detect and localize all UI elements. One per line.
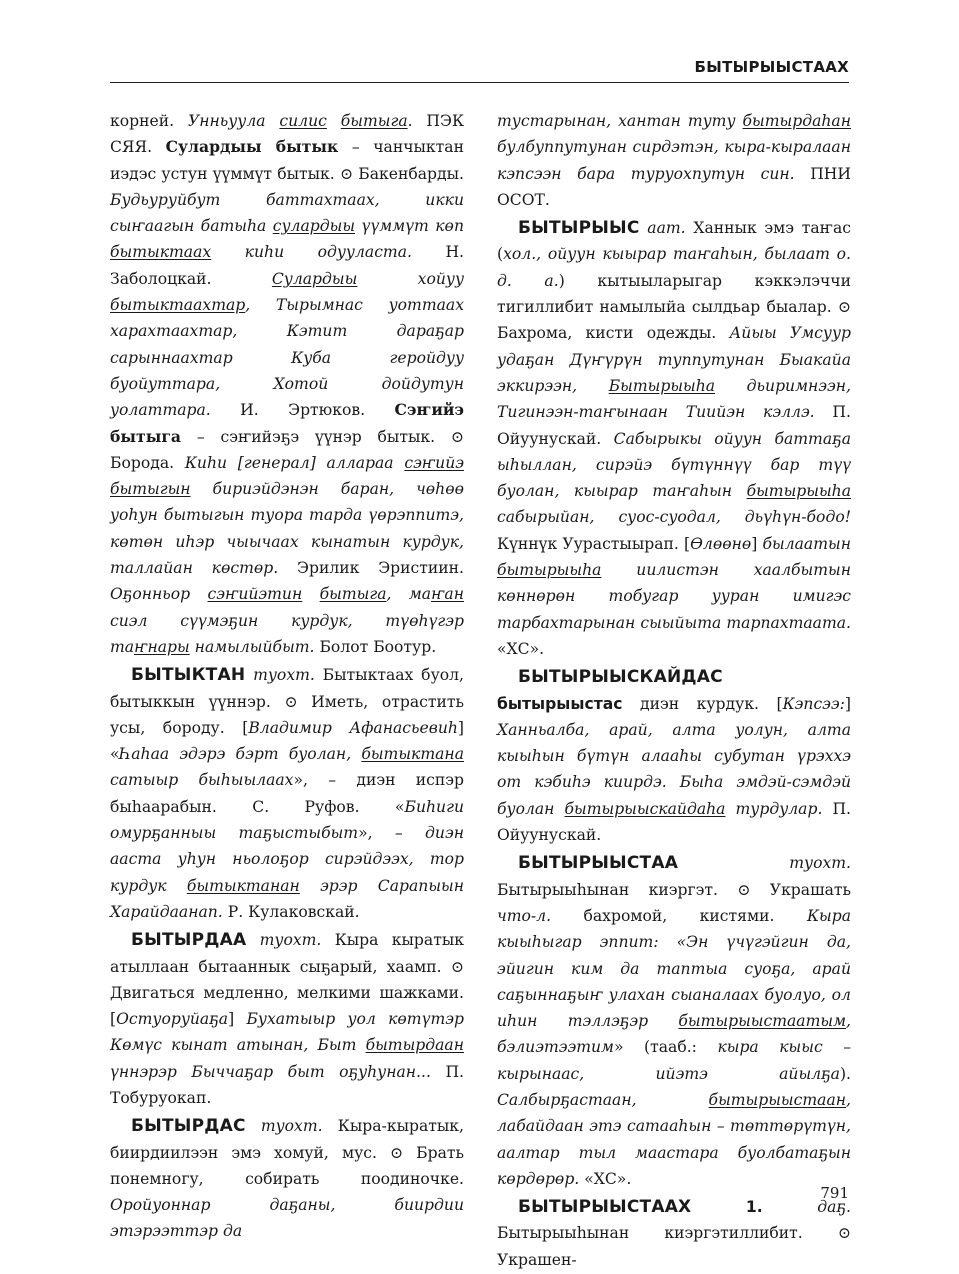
- headword: БЫТЫРЫЫСКАЙДАС: [518, 667, 723, 688]
- example-term: бытыктанан: [186, 876, 300, 895]
- example-text: сиэл сүүмэҕин курдук, түөһүгэр та: [110, 611, 464, 656]
- dictionary-entry-bytyryystaa: [497, 850, 851, 1192]
- example-text: аат.: [639, 219, 686, 238]
- example-text: сатыыр быһыылаах: [110, 771, 294, 790]
- definition-text: ]: [228, 1010, 247, 1029]
- example-text: киһи одууласта.: [211, 243, 412, 262]
- dictionary-entry-bytyryyskaidas: [497, 664, 851, 848]
- example-text: Айыы Умсуур удаҕан Дүҥүрүн туппутунан Быакайа эккирээн,: [497, 324, 851, 395]
- example-text: эрэр Сарапыын Харайдаанап.: [110, 876, 464, 921]
- definition-text: Кыра кыратык атыллаан бытааннык сыҕарый, хаамп. ⊙ Двигаться медленно, мелкими шажками. [: [110, 931, 464, 1029]
- example-text: хойуу: [357, 269, 464, 288]
- example-text: Киһи [генерал] алларaa: [184, 453, 405, 472]
- definition-text: «ХС».: [579, 1169, 632, 1188]
- example-term: бытыга: [340, 112, 408, 130]
- dictionary-entry-bytyrdas: [110, 1113, 464, 1244]
- headword: БЫТЫРДАС: [131, 1116, 246, 1137]
- definition-text: – чанчыктан иэдэс устун үүммүт бытык. ⊙ Бакенбарды.: [110, 138, 464, 183]
- dictionary-entry-bytyryystaah: [497, 1194, 851, 1273]
- definition-text: Болот Боотур.: [314, 637, 437, 656]
- example-term: бытырдаан: [365, 1036, 464, 1055]
- example-text: [302, 585, 319, 603]
- definition-text: . ПЭК СЯЯ.: [110, 112, 465, 157]
- example-text: тустарынан, хантан туту: [497, 112, 743, 130]
- definition-text: ] «: [110, 718, 464, 764]
- definition-text: Бытыктаах буол, бытыккын үүннэр. ⊙ Иметь, отрастить усы, бороду. [: [110, 666, 464, 737]
- example-text: туохт.: [245, 1117, 323, 1136]
- example-text: Өлөөнө: [690, 534, 752, 553]
- example-term: бытыктана: [361, 745, 464, 764]
- example-term: бытырыыһа: [497, 561, 602, 580]
- example-term: Сулардыы: [271, 269, 358, 288]
- example-term: ҥан: [431, 585, 464, 604]
- example-text: Остуоруйаҕа: [116, 1010, 229, 1029]
- example-term: сэҥийэтин: [207, 585, 303, 604]
- definition-text: ]: [844, 694, 851, 713]
- example-text: үүммүт көп: [355, 217, 464, 236]
- definition-text: «ХС».: [497, 639, 545, 658]
- example-text: былаатын: [762, 534, 851, 553]
- definition-text: Кыра-кыратык, биирдиилээн эмэ хомуй, мус. ⊙ Брать понемногу, собирать поодиночке.: [110, 1117, 464, 1188]
- example-text: турдулар.: [725, 799, 823, 818]
- example-text: даҕ.: [817, 1198, 851, 1217]
- example-term: Бытырыыһа: [608, 376, 716, 395]
- example-text: Һаһаа эдэрэ бэрт буолан,: [119, 745, 362, 764]
- headword: БЫТЫКТАН: [131, 665, 246, 686]
- definition-text: И. Эртюков.: [210, 401, 395, 420]
- page-header: [110, 56, 849, 83]
- example-text: , ма: [386, 585, 432, 604]
- example-term: бытырыыстаан: [708, 1090, 847, 1109]
- definition-text: Бытырыыһынан киэргэтиллибит. ⊙ Украшен-: [497, 1224, 851, 1269]
- example-text: Сабырыкы ойуун баттаҕа ыһыллан, сирэйэ бүтүннүү бар түү буолан, кыырар таҥаһын: [497, 429, 851, 501]
- example-text: Владимир Афанасьевиһ: [248, 718, 458, 737]
- dictionary-entry-bytyktan: [110, 662, 464, 925]
- definition-text: », –: [358, 824, 426, 843]
- example-text: бириэйдэнэн баран, чөһөө уоһун бытыгын туора тарда үөрэппитэ, көтөн иһэр чыычаах кынатын курдук, таллайан көстөр.: [110, 480, 464, 578]
- example-term: сэҥийэ бытыгын: [110, 453, 464, 499]
- definition-text: бахромой, кистями.: [551, 906, 807, 925]
- example-text: , бэлиэтээтим: [497, 1012, 851, 1057]
- cross-reference: 1.: [691, 1198, 818, 1217]
- example-term: силис: [279, 112, 327, 130]
- definition-text: ).: [839, 1064, 851, 1083]
- subentry-term: Сулардыы бытык: [165, 137, 339, 157]
- definition-text: Эрилик Эристиин.: [278, 559, 464, 578]
- headword: БЫТЫРЫЫС: [518, 218, 640, 239]
- definition-text: » (тааб.:: [613, 1038, 718, 1057]
- example-text: Оҕонньор: [110, 585, 208, 604]
- headword: БЫТЫРДАА: [131, 930, 247, 951]
- definition-text: корней.: [110, 112, 188, 130]
- example-text: дьиримнээн, Тигинээн-таҥынаан Тиийэн кэллэ.: [497, 376, 851, 422]
- running-head: БЫТЫРЫЫСТААХ: [694, 58, 849, 76]
- definition-text: П. Ойуунускай.: [497, 799, 852, 845]
- example-term: бытырдаһан: [742, 112, 851, 130]
- example-text: булбуппутунан сирдэтэн, кыра-кыралаан кэпсээн бара туруохпутун син.: [497, 138, 851, 183]
- example-text: Унньуула: [187, 112, 280, 130]
- example-text: Будьуруйбут баттахтаах, икки сыҥаагын батыһа: [110, 190, 464, 236]
- right-column: [497, 108, 851, 1273]
- headword: БЫТЫРЫЫСТАА: [518, 853, 679, 874]
- subentry-term: Сэҥийэ бытыга: [110, 400, 464, 446]
- definition-text: Ханнык эмэ таҥас (: [497, 219, 851, 264]
- example-term: сулардыы: [272, 217, 356, 236]
- left-column: [110, 108, 464, 1245]
- definition-text: Күннүк Уурастыырап. [: [497, 534, 691, 553]
- cross-reference: бытырыыстас: [497, 694, 623, 713]
- definition-text: П. Тобуруокап.: [110, 1062, 465, 1107]
- example-term: бытыга: [319, 585, 387, 604]
- dictionary-entry-bytyryys: [497, 215, 851, 662]
- example-text: хол., ойуун кыырар таҥаһын, былаат о. д. а.: [497, 245, 851, 290]
- example-text: что-л.: [497, 906, 552, 925]
- example-text: [327, 112, 341, 130]
- definition-text: ]: [751, 534, 763, 553]
- example-term: бытыктаах: [110, 243, 212, 262]
- example-text: сабырыйан, суос-суодал, дьүһүн-бодо!: [497, 508, 851, 527]
- example-text: диэн ааста уһун ньолоҕор сирэйдээх, тор курдук: [110, 824, 464, 895]
- definition-text: Р. Кулаковскай.: [222, 902, 360, 921]
- example-text: иилистэн хаалбытын көннөрөн тобугар ууран имигэс тарбахтарынан сыыйыта тарпахтаата.: [497, 561, 851, 632]
- example-text: Салбырҕастаан,: [497, 1090, 709, 1109]
- example-term: бытыктаахтар: [110, 296, 246, 315]
- headword: БЫТЫРЫЫСТААХ: [518, 1197, 692, 1218]
- dictionary-entry-continued: [497, 108, 851, 213]
- example-term: ҥнары: [134, 637, 190, 656]
- example-term: бытырыыстаатым: [678, 1012, 847, 1031]
- dictionary-entry-sulardyy: [110, 108, 464, 660]
- definition-text: ПНИ ОСОТ.: [497, 164, 851, 209]
- example-text: Кыра кыыһыгар эппит: «Эн үчүгэйгин да, эйигин ким да таптыа суоҕа, арай саҕыннаҕыҥ улахан сыаналаах буолуо, ол иһин тэллэҕэр: [497, 906, 851, 1031]
- definition-text: », – диэн испэр быһаарабын. С. Руфов. «: [110, 771, 464, 816]
- example-text: , лабайдаан этэ сатааһын – төттөрүтүн, аалтар тыл маастара буолбатаҕын көрдөрөр.: [497, 1090, 851, 1188]
- definition-text: Бытырыыһынан киэргэт. ⊙ Украшать: [497, 880, 851, 899]
- example-text: үннэрэр Быччаҕар быт оҕуһунан...: [110, 1062, 431, 1081]
- example-text: , Тырымнас уоттаах харахтаахтар, Кэтит дараҕар сарыннаахтар Куба геройдуу буойуттара, Хотой дойдутун уолаттара.: [110, 296, 464, 420]
- page-number: 791: [820, 1184, 849, 1202]
- definition-text: Н. Заболоцкай.: [110, 243, 465, 288]
- definition-text: П. Ойуунускай.: [497, 403, 851, 448]
- example-text: туохт.: [246, 931, 322, 950]
- example-text: кыра кыыс – кырынаас, ийэтэ айылҕа: [497, 1038, 851, 1083]
- example-text: Кэпсээ:: [782, 694, 845, 713]
- definition-text: – сэҥийэҕэ үүнэр бытык. ⊙ Борода.: [110, 427, 464, 472]
- definition-text: ) кытыыларыгар кэккэлэччи тигиллибит намылыйа сылдьар быалар. ⊙ Бахрома, кисти одежды.: [497, 271, 851, 343]
- example-text: Оройуоннар даҕаны, биирдии этэрээттэр да: [110, 1196, 464, 1241]
- example-text: намылыйбыт.: [189, 637, 315, 656]
- example-term: бытырыыһа: [746, 482, 851, 501]
- example-text: Биһиги омурҕанныы таҕыстыбыт: [110, 797, 464, 843]
- example-text: туохт.: [245, 666, 315, 685]
- example-text: Бухатыыр уол көтүтэр Көмүс кынат атынан, Быт: [110, 1010, 464, 1055]
- definition-text: диэн курдук. [: [622, 694, 783, 713]
- dictionary-entry-bytyrdaa: [110, 927, 464, 1111]
- example-text: Ханньалба, арай, алта уолун, алта кыыһын бүтүн алааһы субутан үрэххэ от кэбиһэ киирдэ. Быһа эмдэй-сэмдэй буолан: [497, 720, 851, 818]
- example-term: бытырыыскайдаһа: [564, 799, 726, 818]
- example-text: туохт.: [678, 854, 851, 873]
